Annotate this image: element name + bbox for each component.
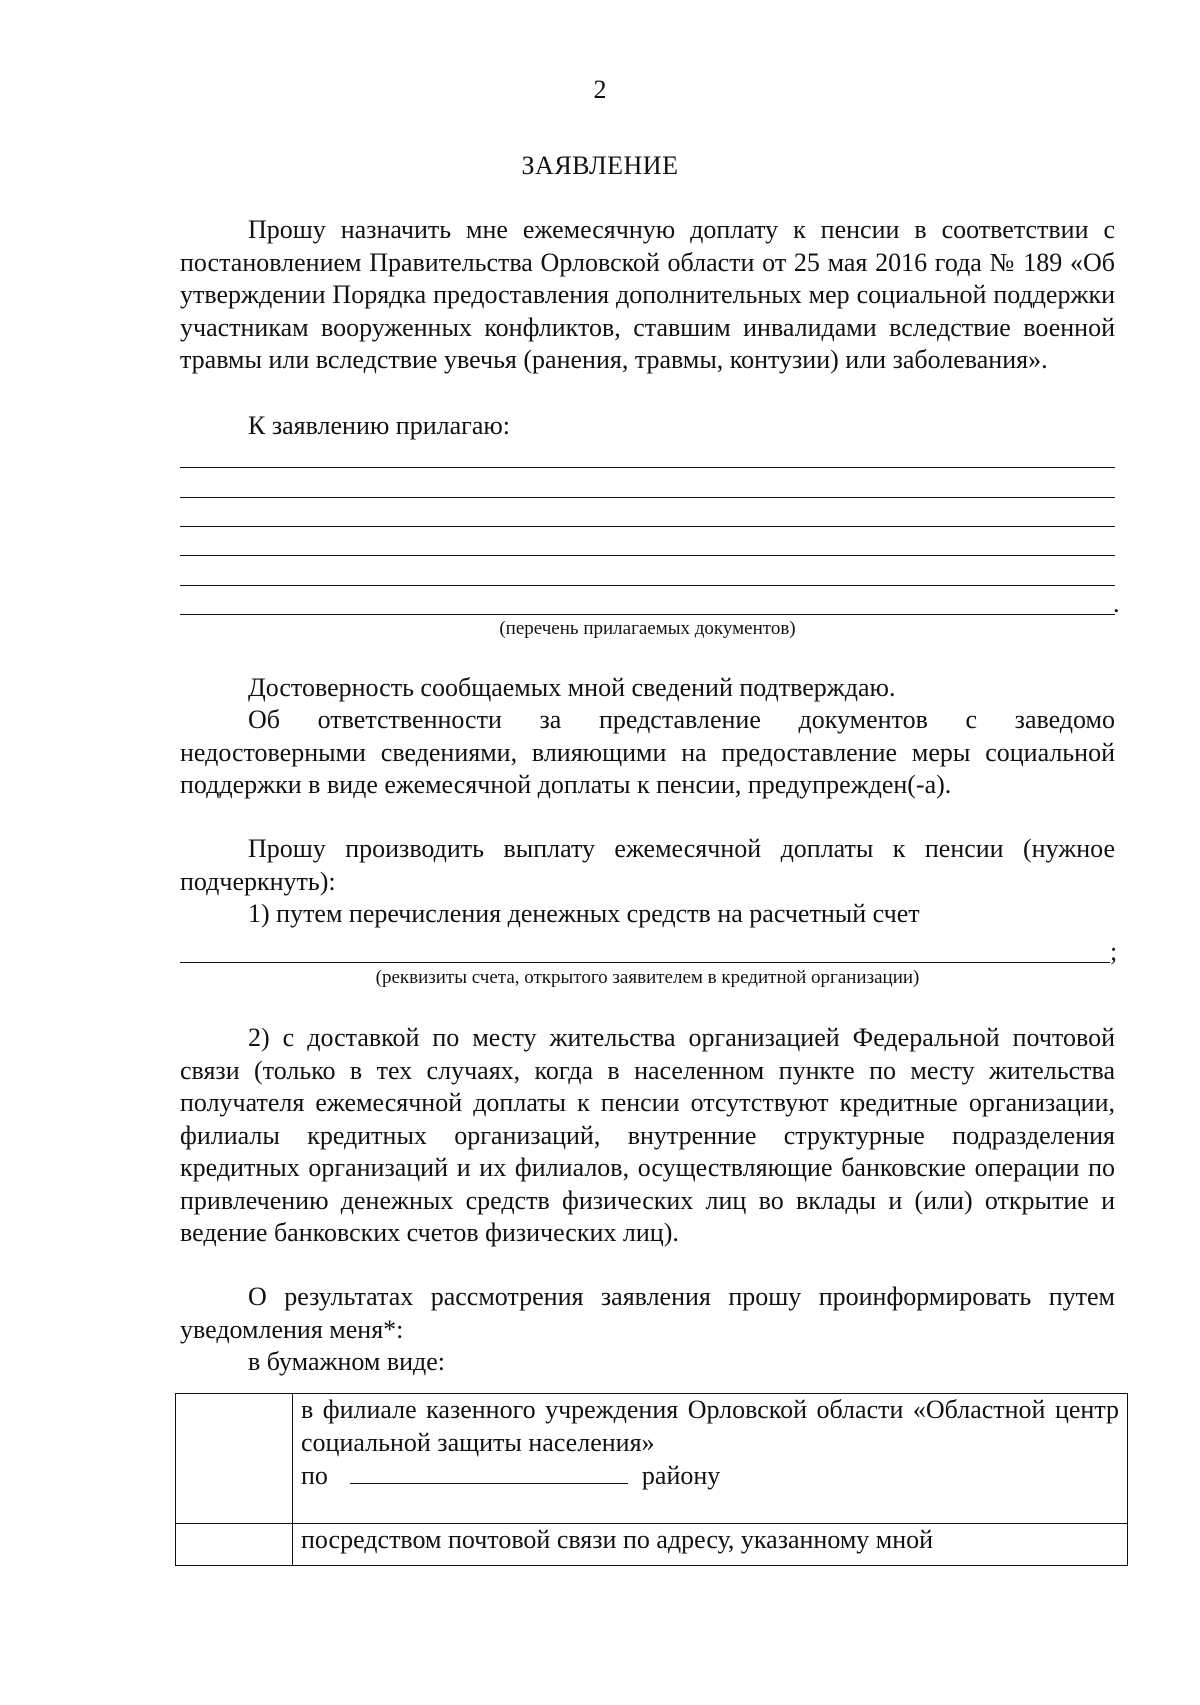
responsibility-statement: Об ответственности за представление документов с заведомо недостоверными сведениями, влияющими на предоставление меры социальной поддержки в виде ежемесячной доплаты к пенсии, предупрежден(-а). (180, 705, 1115, 799)
option-checkbox-post[interactable] (176, 1524, 293, 1566)
attachments-label: К заявлению прилагаю: (248, 411, 511, 440)
account-details-line[interactable] (180, 962, 1110, 963)
document-title: ЗАЯВЛЕНИЕ (521, 151, 679, 180)
attachments-caption: (перечень прилагаемых документов) (499, 618, 796, 639)
option-branch-text: в филиале казенного учреждения Орловской области «Областной центр социальной защиты населения» (301, 1395, 1119, 1457)
option1-semicolon: ; (1110, 937, 1118, 966)
notification-options-table (175, 1393, 1128, 1566)
page-number: 2 (593, 75, 607, 104)
intro-paragraph: Прошу назначить мне ежемесячную доплату к пенсии в соответствии с постановлением Правительства Орловской области от 25 мая 2016 года № 189 «Об утверждении Порядка предоставления дополнительных мер социальной поддержки участникам вооруженных конфликтов, ставшим инвалидами вследствие военной травмы или вследствие увечья (ранения, травмы, контузии) или заболевания». (180, 215, 1115, 374)
attachment-line-6[interactable] (180, 614, 1115, 615)
results-notification: О результатах рассмотрения заявления прошу проинформировать путем уведомления меня*: (180, 1282, 1115, 1344)
payment-request: Прошу производить выплату ежемесячной доплаты к пенсии (нужное подчеркнуть): (180, 834, 1115, 896)
district-blank[interactable] (350, 1459, 628, 1484)
attachment-list-end: . (1113, 589, 1120, 618)
option-checkbox-branch[interactable] (176, 1394, 293, 1524)
account-caption: (реквизиты счета, открытого заявителем в кредитной организации) (375, 967, 920, 988)
attachment-line-4[interactable] (180, 555, 1115, 556)
attachment-line-3[interactable] (180, 526, 1115, 527)
option-branch-rayon: району (641, 1461, 721, 1490)
reliability-statement: Достоверность сообщаемых мной сведений подтверждаю. (248, 673, 896, 702)
payment-option-2: 2) с доставкой по месту жительства организацией Федеральной почтовой связи (только в тех случаях, когда в населенном пункте по месту жительства получателя ежемесячной доплаты к пенсии отсутствуют кредитные организации, филиалы кредитных организаций, внутренние структурные подразделения кредитных организаций и их филиалов, осуществляющие банковские операции по привлечению денежных средств физических лиц во вклады и (или) открытие и ведение банковских счетов физических лиц). (180, 1023, 1115, 1247)
paper-form-label: в бумажном виде: (248, 1347, 446, 1376)
attachment-line-1[interactable] (180, 467, 1115, 468)
option-branch-po: по (301, 1461, 328, 1490)
table-row (176, 1394, 1128, 1524)
option-branch-cell (293, 1394, 1128, 1524)
table-row (176, 1524, 1128, 1566)
option-post-cell (293, 1524, 1128, 1566)
option-post-text: посредством почтовой связи по адресу, указанному мной (301, 1525, 934, 1554)
attachment-line-2[interactable] (180, 497, 1115, 498)
payment-option-1: 1) путем перечисления денежных средств на расчетный счет (248, 899, 920, 928)
attachment-line-5[interactable] (180, 585, 1115, 586)
